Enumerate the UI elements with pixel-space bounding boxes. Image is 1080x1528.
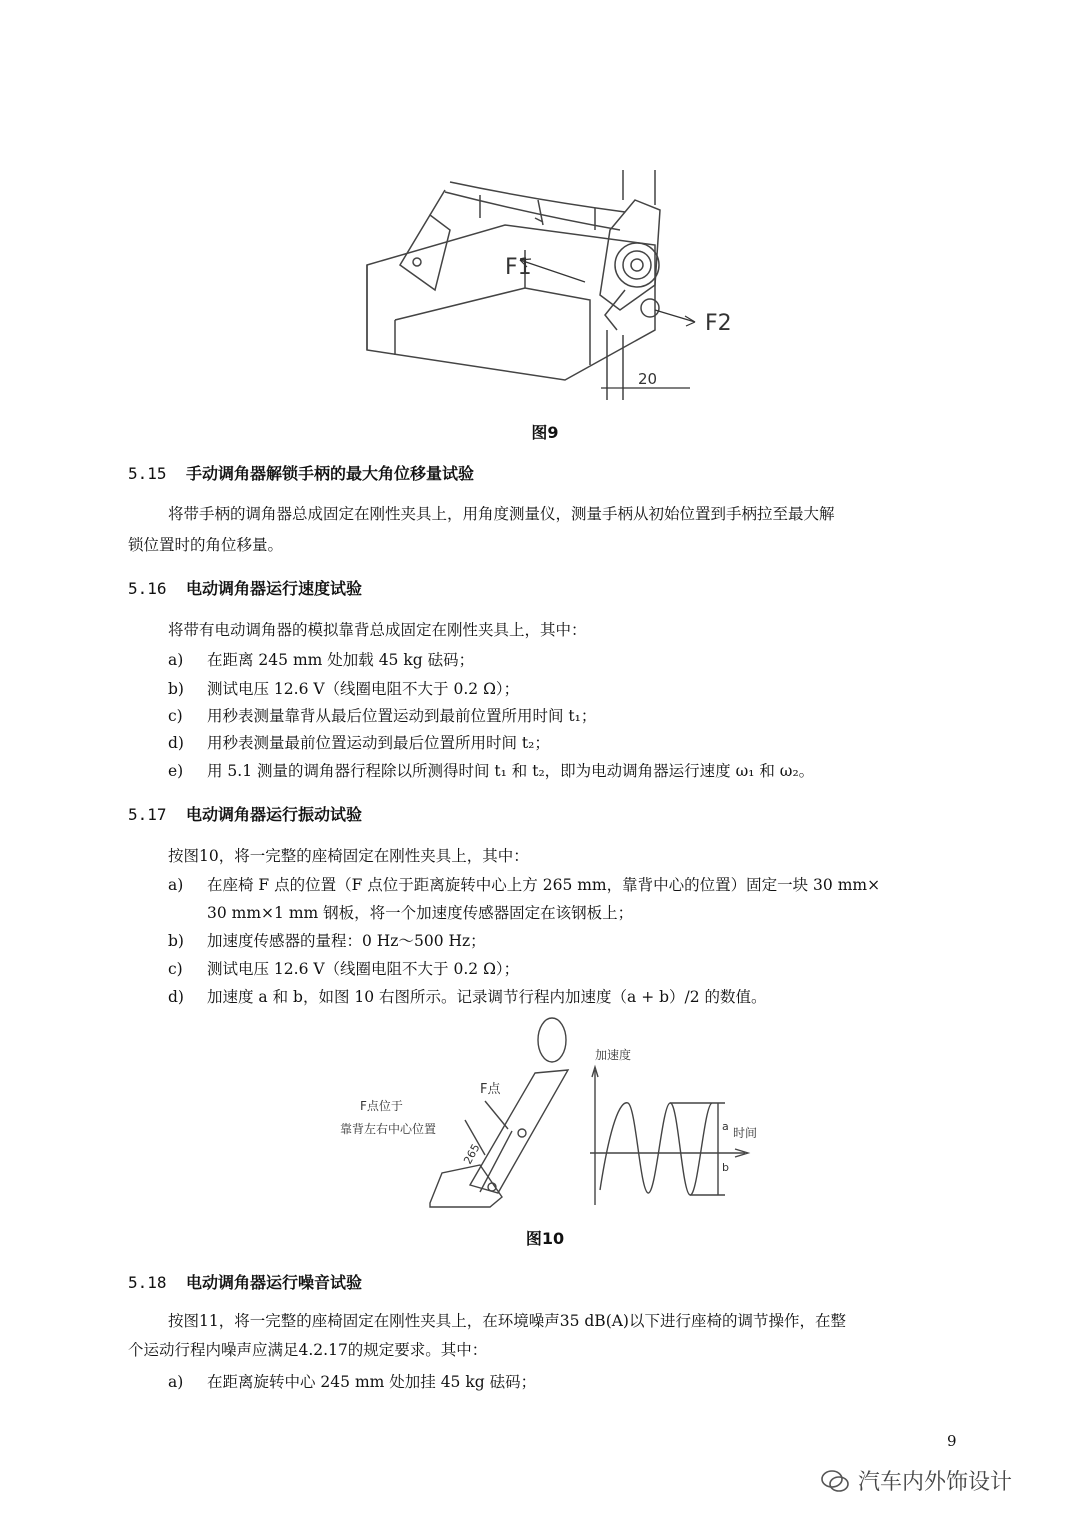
section-title: 电动调角器运行噪音试验 bbox=[186, 1273, 363, 1292]
section-5-16-intro: 将带有电动调角器的模拟靠背总成固定在刚性夹具上，其中： bbox=[168, 621, 587, 639]
section-5-15-heading bbox=[128, 461, 474, 484]
section-title: 电动调角器运行速度试验 bbox=[186, 579, 363, 598]
section-number: 5.17 bbox=[128, 805, 167, 824]
figure9-caption: 图9 bbox=[531, 423, 559, 442]
list-item: c) 用秒表测量靠背从最后位置运动到最前位置所用时间 t₁； bbox=[168, 707, 597, 725]
figure9-label-f1: F1 bbox=[505, 255, 532, 280]
watermark-text: 汽车内外饰设计 bbox=[858, 1470, 1013, 1495]
list-item: b) 测试电压 12.6 V（线圈电阻不大于 0.2 Ω）； bbox=[168, 680, 520, 698]
figure10-note-line1: F点位于 bbox=[360, 1099, 403, 1113]
figure10-label-b: b bbox=[722, 1161, 729, 1174]
section-title: 手动调角器解锁手柄的最大角位移量试验 bbox=[186, 464, 475, 483]
page-number: 9 bbox=[947, 1432, 957, 1450]
figure9-drawing bbox=[355, 170, 775, 415]
section-5-16-heading bbox=[128, 576, 362, 599]
watermark bbox=[820, 1465, 1012, 1496]
section-5-17-heading bbox=[128, 802, 362, 825]
list-item: b) 加速度传感器的量程：0 Hz～500 Hz； bbox=[168, 932, 486, 950]
list-item: d) 用秒表测量最前位置运动到最后位置所用时间 t₂； bbox=[168, 734, 550, 752]
figure10-y-axis-label: 加速度 bbox=[595, 1048, 632, 1062]
list-item-continuation: 30 mm×1 mm 钢板，将一个加速度传感器固定在该钢板上； bbox=[207, 904, 634, 922]
list-item: a) 在距离 245 mm 处加载 45 kg 砝码； bbox=[168, 651, 475, 669]
figure10-drawing bbox=[330, 1015, 780, 1215]
figure10-x-axis-label: 时间 bbox=[733, 1126, 758, 1140]
section-number: 5.16 bbox=[128, 579, 167, 598]
section-5-18-para-line1: 按图11，将一完整的座椅固定在刚性夹具上，在环境噪声35 dB(A)以下进行座椅的调节操作，在整 bbox=[168, 1312, 846, 1330]
list-item: a) 在距离旋转中心 245 mm 处加挂 45 kg 砝码； bbox=[168, 1373, 537, 1391]
figure10-label-f-point: F点 bbox=[480, 1082, 501, 1097]
section-5-15-para-line1: 将带手柄的调角器总成固定在刚性夹具上，用角度测量仪，测量手柄从初始位置到手柄拉至最大解 bbox=[168, 505, 835, 523]
figure10-caption: 图10 bbox=[525, 1229, 565, 1248]
list-item: d) 加速度 a 和 b，如图 10 右图所示。记录调节行程内加速度（a + b）/2 的数值。 bbox=[168, 988, 767, 1006]
figure10-label-a: a bbox=[722, 1120, 729, 1133]
figure10-dimension-label: 265 bbox=[461, 1141, 483, 1167]
section-5-18-para-line2: 个运动行程内噪声应满足4.2.17的规定要求。其中： bbox=[128, 1341, 488, 1359]
section-5-17-intro: 按图10，将一完整的座椅固定在刚性夹具上，其中： bbox=[168, 847, 529, 865]
figure9-label-f2: F2 bbox=[705, 311, 732, 336]
wechat-icon bbox=[820, 1468, 850, 1494]
section-number: 5.15 bbox=[128, 464, 167, 483]
section-title: 电动调角器运行振动试验 bbox=[186, 805, 363, 824]
section-number: 5.18 bbox=[128, 1273, 167, 1292]
list-item: e) 用 5.1 测量的调角器行程除以所测得时间 t₁ 和 t₂，即为电动调角器运行速度 ω₁ 和 ω₂。 bbox=[168, 762, 815, 780]
figure10-note-line2: 靠背左右中心位置 bbox=[340, 1122, 437, 1136]
list-item: c) 测试电压 12.6 V（线圈电阻不大于 0.2 Ω）； bbox=[168, 960, 520, 978]
section-5-15-para-line2: 锁位置时的角位移量。 bbox=[128, 536, 284, 554]
section-5-18-heading bbox=[128, 1270, 362, 1293]
list-item: a) 在座椅 F 点的位置（F 点位于距离旋转中心上方 265 mm，靠背中心的位置）固定一块 30 mm× bbox=[168, 876, 881, 894]
figure9-dimension-label: 20 bbox=[638, 370, 658, 388]
